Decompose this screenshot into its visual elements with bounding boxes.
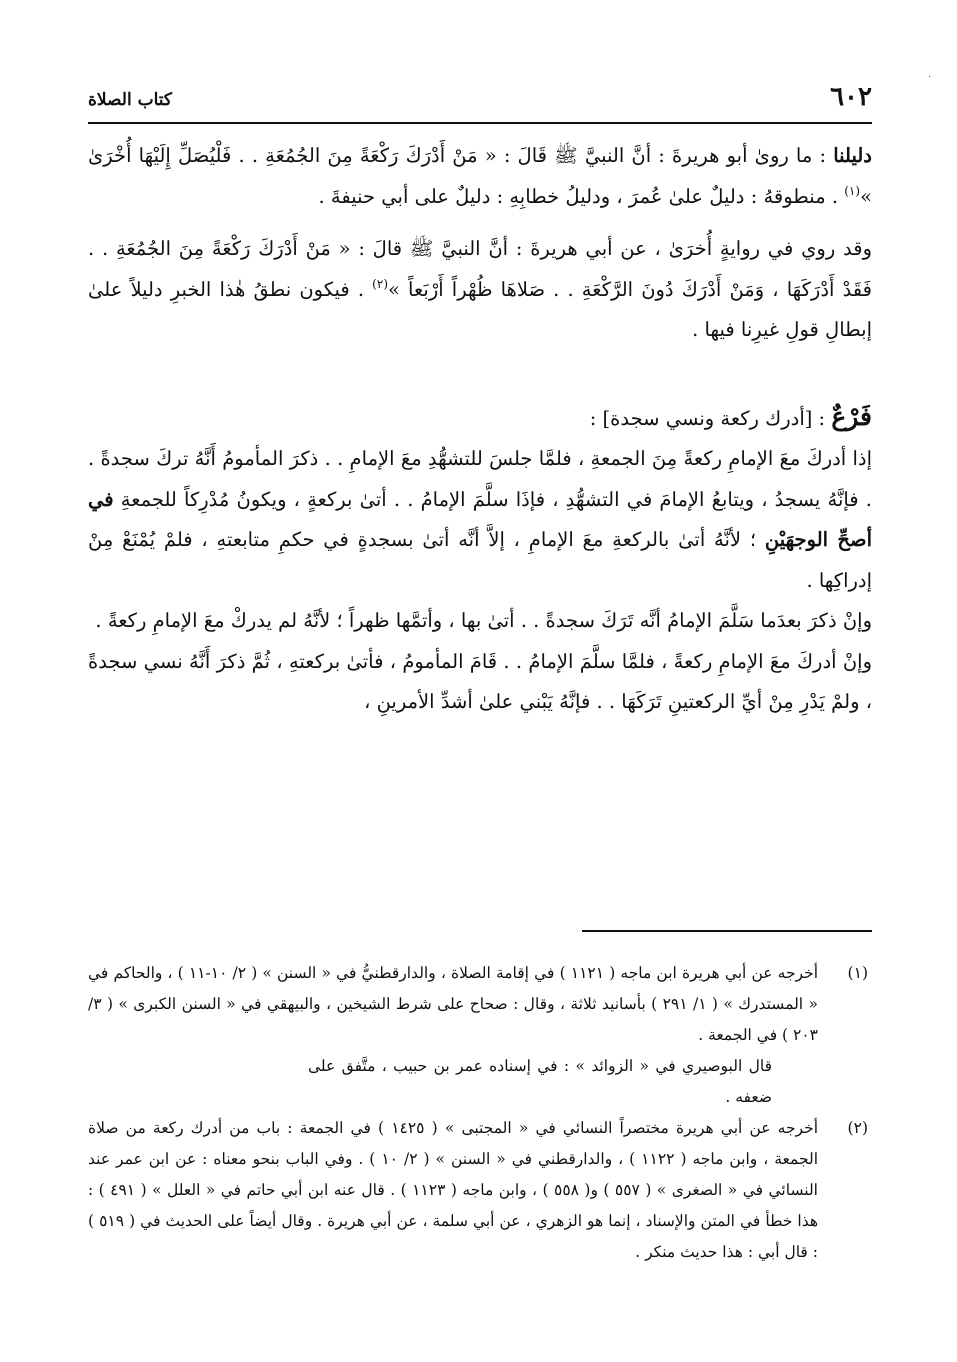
paragraph-3-bold: في أصحِّ الوجهَيْنِ (88, 487, 872, 551)
paragraph-1-text: : ما روىٰ أبو هريرةَ : أنَّ النبيَّ ﷺ قَالَ : « مَنْ أَدْرَكَ رَكْعَةً مِنَ الجُمُعَةِ . . فَلْيُصَلِّ إِلَيْهَا أُخْرَىٰ » (88, 144, 872, 208)
book-title: كتاب الصلاة (88, 90, 173, 110)
footnote-1 (88, 958, 872, 1113)
page-number: ٦٠٢ (830, 82, 872, 112)
stray-mark: · (928, 72, 932, 83)
section-title: : [أدرك ركعة ونسي سجدة] : (589, 406, 832, 430)
main-text (88, 136, 872, 723)
paragraph-4: وإنْ ذكرَ بعدَما سَلَّمَ الإمامُ أنَّه تَرَكَ سجدةً . . أتىٰ بها ، وأتمَّها ظهراً ؛ لأنَّهُ لم يدركْ معَ الإمامِ ركعةً . (95, 609, 872, 632)
section-heading (88, 397, 872, 440)
footnote-1-text: أخرجه عن أبي هريرة ابن ماجه ( ١١٢١ ) في إقامة الصلاة ، والدارقطنيُّ في « السنن » ( ٢/ ١٠-١١ ) ، والحاكم في « المستدرك » ( ١/ ٢٩١ ) بأسانيد ثلاثة ، وقال : صحاح على شرط الشيخين ، والبيهقي في « السنن الكبرى » ( ٣/ ٢٠٣ ) في الجمعة . (88, 964, 818, 1044)
footnote-2 (88, 1113, 872, 1268)
footnotes (88, 958, 872, 1268)
paragraph-3-text-b: ؛ لأنَّهُ أتىٰ بالركعةِ معَ الإمامِ ، إلاَّ أنَّه أتىٰ بسجدةٍ في حكمِ متابعتهِ ، فلمْ يُمْنَعْ مِنْ إدراكِها . (88, 528, 872, 592)
paragraph-1-tail: . منطوقهُ : دليلٌ علىٰ عُمرَ ، ودليلُ خطابِهِ : دليلٌ على أبي حنيفةَ . (318, 184, 845, 208)
paragraph-2 (88, 229, 872, 351)
footnote-ref-2[interactable]: (٢) (372, 276, 388, 291)
footnote-2-text: أخرجه عن أبي هريرة مختصراً النسائي في « المجتبى » ( ١٤٢٥ ) في الجمعة : باب من أدرك ركعة من صلاة الجمعة ، وابن ماجه ( ١١٢٢ ) ، والدارقطني في « السنن » ( ٢/ ١٠ ) . وفي الباب بنحو معناه : عن ابن عمر عند النسائي في « الصغرى » ( ٥٥٧ ) و( ٥٥٨ ) ، وابن ماجه ( ١١٢٣ ) . قال عنه ابن أبي حاتم في « العلل » ( ٤٩١ ) : هذا خطأ في المتن والإسناد ، إنما هو الزهري ، عن أبي سلمة ، عن أبي هريرة . وقال أيضاً على الحديث في ( ٥١٩ ) : قال أبي : هذا حديث منكر . (88, 1119, 819, 1261)
dalil-label: دليلنا (833, 144, 872, 167)
running-header (88, 80, 872, 120)
paragraph-2-tail: . فيكون نطقُ هٰذا الخبرِ دليلاً علىٰ إبطالِ قولِ غيرِنا فيها . (88, 277, 872, 341)
paragraph-3-text-a: إذا أدركَ معَ الإمامِ ركعةً مِنَ الجمعةِ ، فلمَّا جلسَ للتشهُّدِ معَ الإمامِ . . ذكرَ المأمومُ أَنَّهُ تركَ سجدةً . . فإنَّهُ يسجدُ ، ويتابعُ الإمامَ في التشهُّدِ ، فإذَا سلَّمَ الإمامُ . . أتىٰ بركعةٍ ، ويكونُ مُدْرِكاً للجمعةِ (88, 447, 872, 511)
footnote-1-continuation: قال البوصيري في « الزوائد » : في إسناده عمر بن حبيب ، متَّفق على ضعفه . (308, 1057, 772, 1106)
header-rule (88, 122, 872, 124)
far-label: فَرْعٌ (831, 401, 872, 431)
paragraph-5: وإنْ أدركَ معَ الإمامِ ركعةً ، فلمَّا سلَّمَ الإمامُ . . قَامَ المأمومُ ، فأتىٰ بركعتهِ ، ثُمَّ ذكرَ أَنَّهُ نسي سجدةً ، ولمْ يَدْرِ مِنْ أيِّ الركعتينِ تَرَكَهَا . . فإنَّهُ يَبْني علىٰ أشدِّ الأمرينِ ، (88, 649, 872, 713)
footnote-number-1: (١) (847, 964, 868, 982)
footnote-number-2: (٢) (847, 1119, 868, 1137)
footnote-ref-1[interactable]: (١) (844, 183, 861, 198)
paragraph-3 (88, 439, 872, 601)
paragraph-2-text: وقد روي في روايةٍ أُخرَىٰ ، عن أبي هريرةَ : أنَّ النبيَّ ﷺ قالَ : « مَنْ أَدْرَكَ رَكْعَةً مِنَ الجُمُعَةِ . . فَقَدْ أَدْرَكَهَا ، وَمَنْ أَدْرَكَ دُونَ الرَّكْعَةِ . . صَلاهَا ظُهْراً أَرْبَعاً » (88, 237, 872, 301)
paragraph-1 (88, 136, 872, 217)
footnote-rule (582, 930, 872, 932)
